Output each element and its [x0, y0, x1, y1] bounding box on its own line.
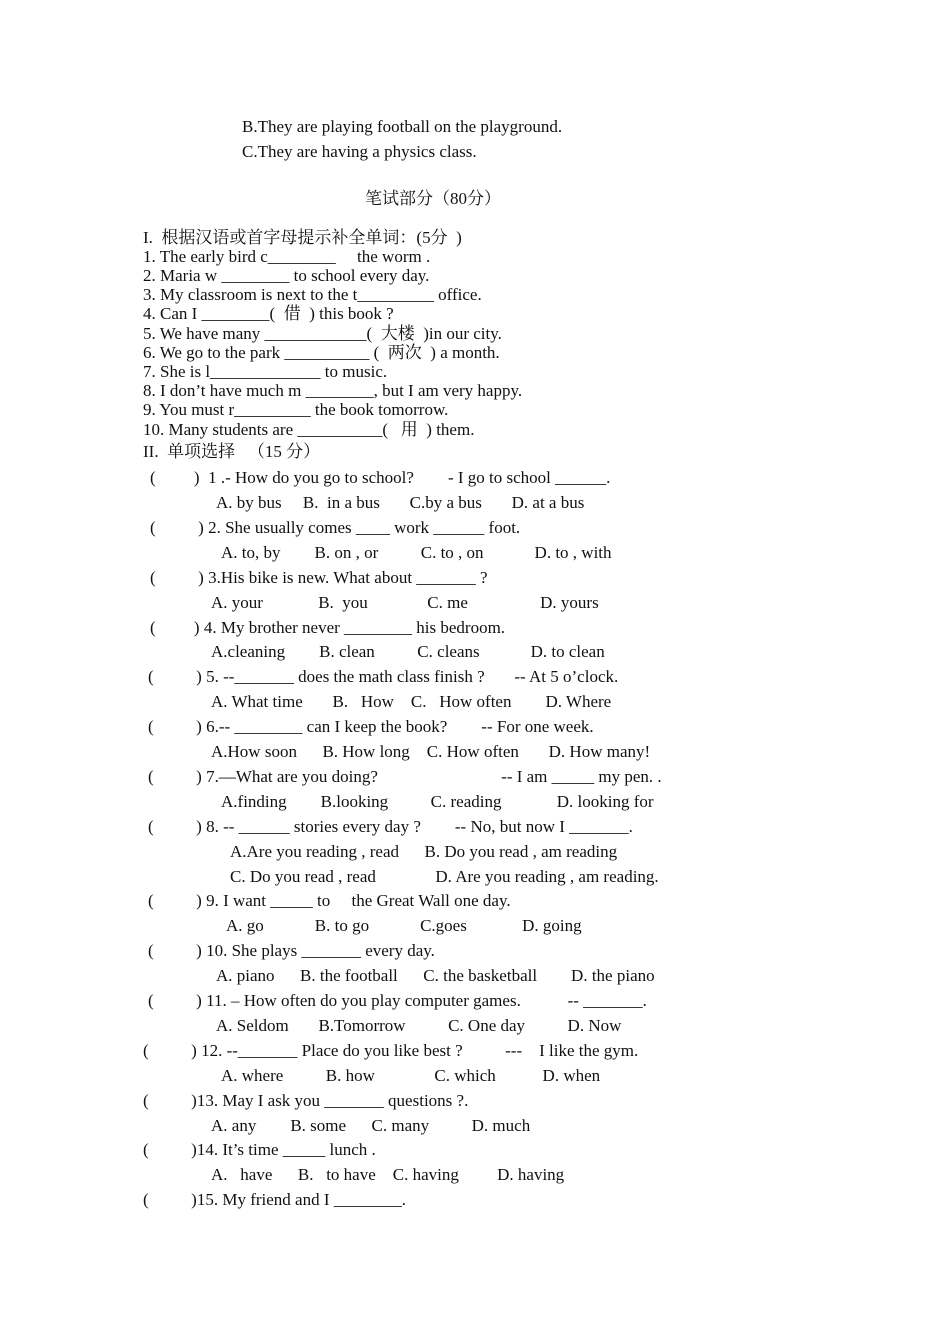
fill-item: 9. You must r_________ the book tomorrow. [143, 400, 449, 419]
question-line: ( ) 12. --_______ Place do you like best ? --- I like the gym. [143, 1041, 639, 1060]
fill-item: 3. My classroom is next to the t_________ office. [143, 285, 482, 304]
question-options: A. any B. some C. many D. much [211, 1116, 531, 1135]
question-line: ( )15. My friend and I ________. [143, 1190, 406, 1209]
fill-item: 4. Can I ________( 借 ) this book ? [143, 304, 394, 323]
option-c-line: C.They are having a physics class. [242, 142, 477, 161]
question-options: A. Seldom B.Tomorrow C. One day D. Now [216, 1016, 622, 1035]
question-line: ( ) 9. I want _____ to the Great Wall one day. [148, 891, 511, 910]
question-line: ( ) 7.—What are you doing? -- I am _____ my pen. . [148, 767, 662, 786]
fill-item: 10. Many students are __________( 用 ) them. [143, 420, 475, 439]
question-options: A. have B. to have C. having D. having [211, 1165, 565, 1184]
option-b-line: B.They are playing football on the playground. [242, 117, 563, 136]
question-options: A. piano B. the football C. the basketball D. the piano [216, 966, 655, 985]
question-line: ( ) 2. She usually comes ____ work ______ foot. [150, 518, 521, 537]
question-line: ( ) 3.His bike is new. What about _______ ? [150, 568, 488, 587]
question-options: A. your B. you C. me D. yours [211, 593, 599, 612]
question-line: ( ) 5. --_______ does the math class finish ? -- At 5 o’clock. [148, 667, 619, 686]
question-line: ( ) 11. – How often do you play computer games. -- _______. [148, 991, 647, 1010]
question-options: A. to, by B. on , or C. to , on D. to , with [221, 543, 612, 562]
question-options: A. go B. to go C.goes D. going [226, 916, 582, 935]
question-line: ( )13. May I ask you _______ questions ?. [143, 1091, 469, 1110]
fill-item: 2. Maria w ________ to school every day. [143, 266, 430, 285]
question-options: A.cleaning B. clean C. cleans D. to clean [211, 642, 605, 661]
fill-item: 1. The early bird c________ the worm . [143, 247, 431, 266]
part2-heading: II. 单项选择 （15 分） [143, 442, 321, 461]
fill-item: 8. I don’t have much m ________, but I am very happy. [143, 381, 523, 400]
question-line: ( ) 4. My brother never ________ his bedroom. [150, 618, 506, 637]
fill-item: 7. She is l_____________ to music. [143, 362, 388, 381]
fill-item: 5. We have many ____________( 大楼 )in our city. [143, 324, 502, 343]
question-line: ( ) 10. She plays _______ every day. [148, 941, 435, 960]
question-options: A. where B. how C. which D. when [221, 1066, 601, 1085]
question-options: A.How soon B. How long C. How often D. How many! [211, 742, 651, 761]
question-options: A. What time B. How C. How often D. Where [211, 692, 612, 711]
question-options: C. Do you read , read D. Are you reading , am reading. [230, 867, 659, 886]
question-line: ( )14. It’s time _____ lunch . [143, 1140, 376, 1159]
part1-heading: I. 根据汉语或首字母提示补全单词：(5分 ) [143, 228, 462, 247]
question-options: A.finding B.looking C. reading D. looking for [221, 792, 654, 811]
written-section-title: 笔试部分（80分） [365, 189, 501, 208]
fill-item: 6. We go to the park __________ ( 两次 ) a month. [143, 343, 500, 362]
question-line: ( ) 8. -- ______ stories every day ? -- No, but now I _______. [148, 817, 633, 836]
question-line: ( ) 1 .- How do you go to school? - I go to school ______. [150, 468, 611, 487]
question-line: ( ) 6.-- ________ can I keep the book? -- For one week. [148, 717, 594, 736]
question-options: A.Are you reading , read B. Do you read , am reading [230, 842, 618, 861]
question-options: A. by bus B. in a bus C.by a bus D. at a bus [216, 493, 585, 512]
